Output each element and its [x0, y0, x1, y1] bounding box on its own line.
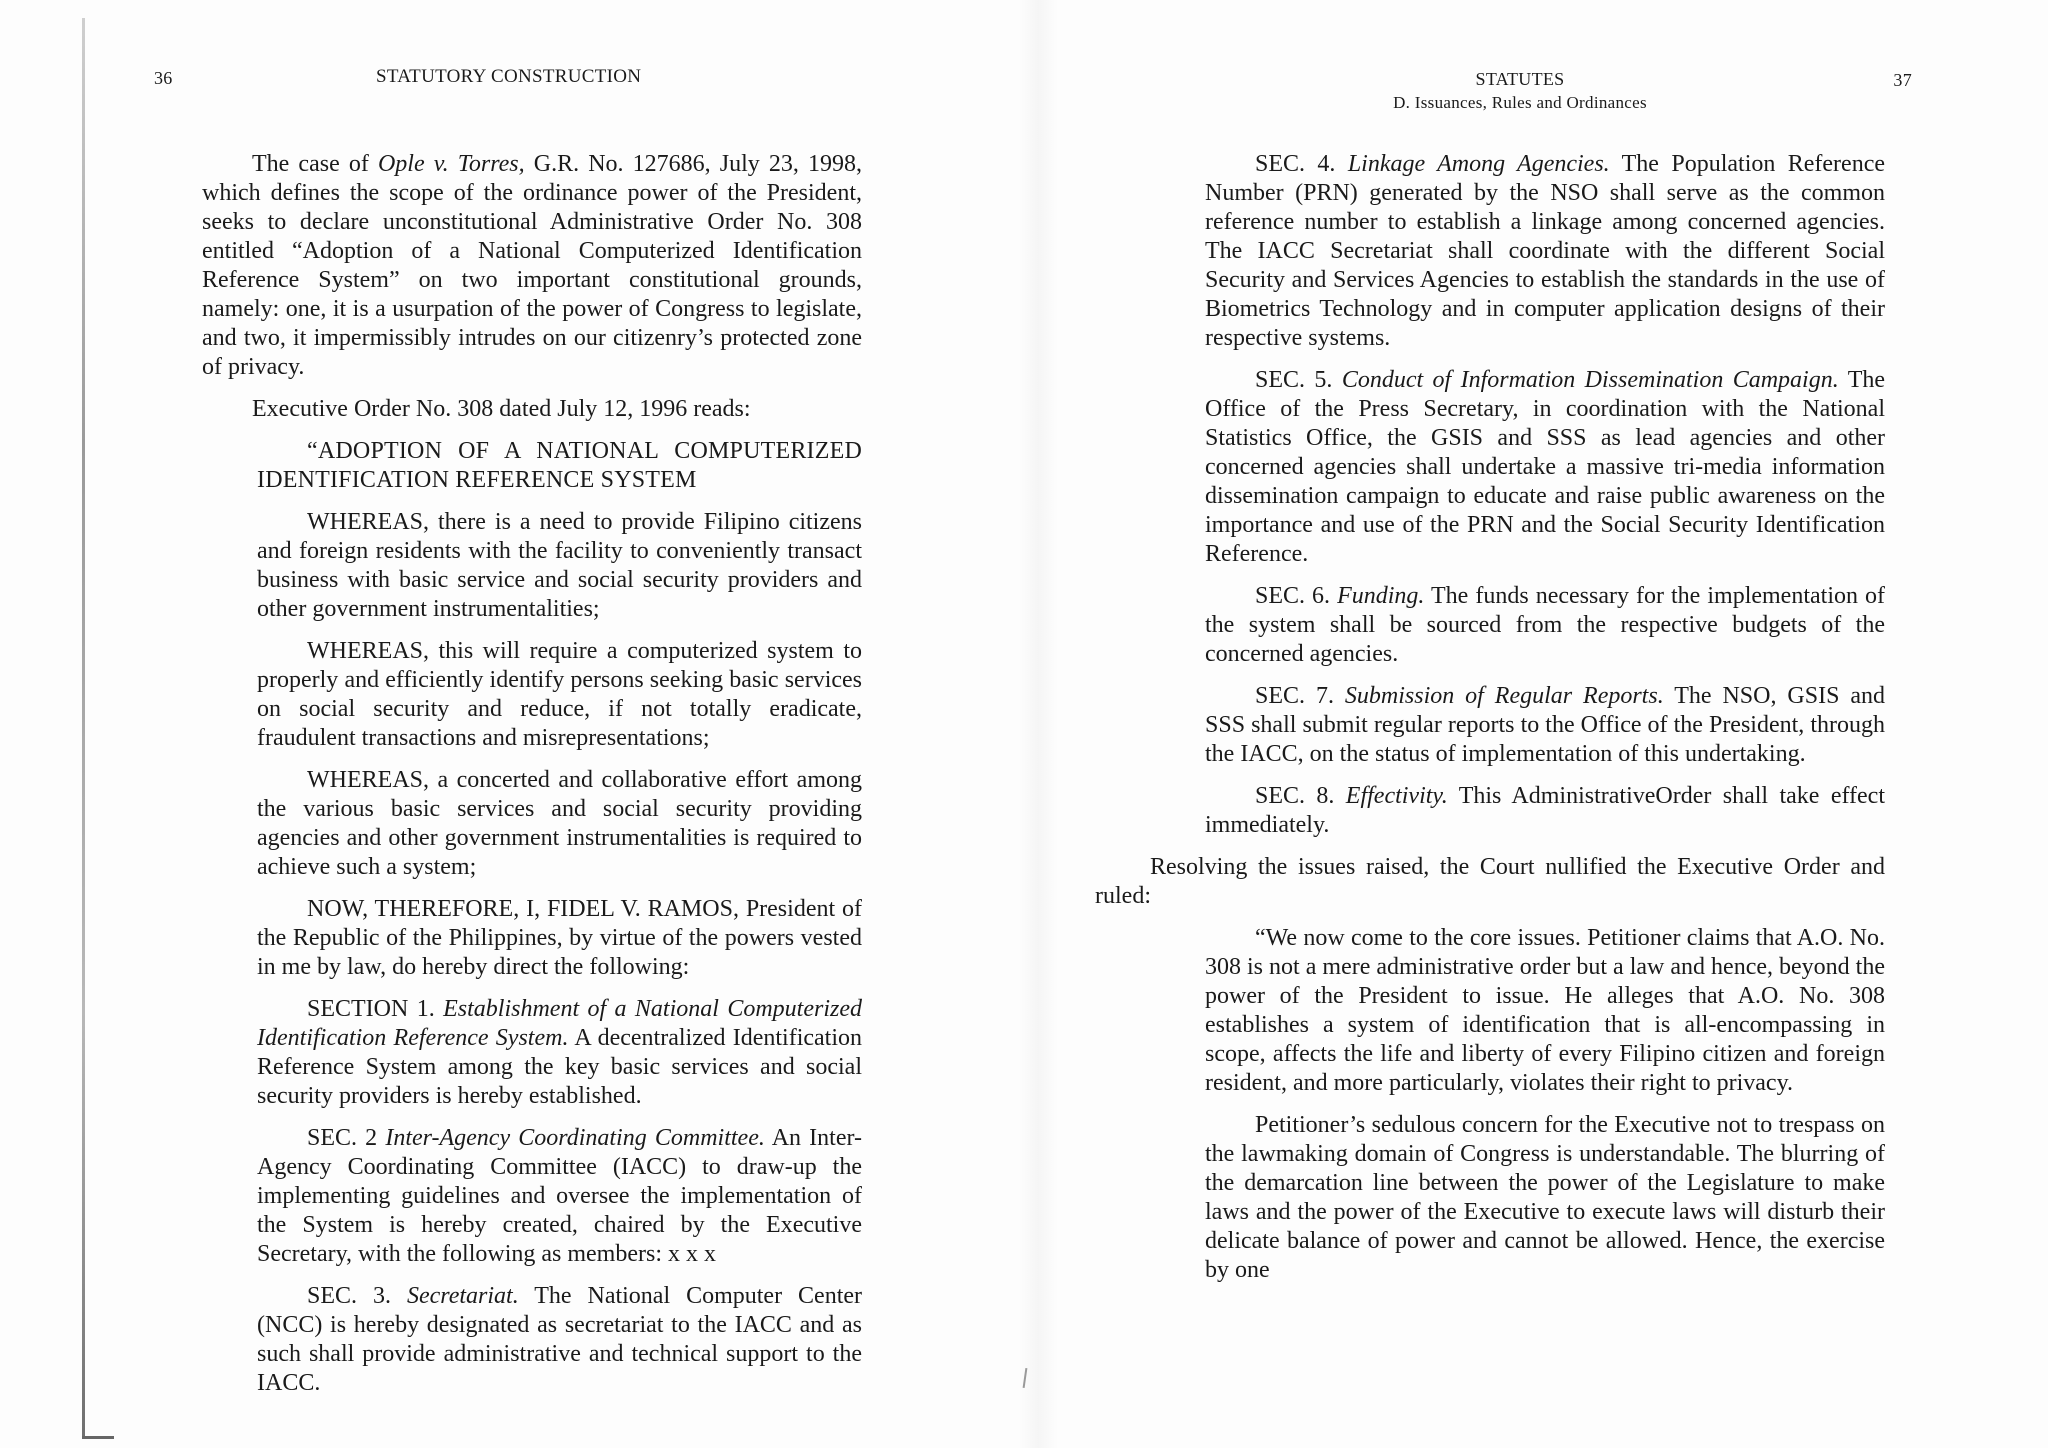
left-body-text: [202, 150, 862, 1411]
running-subtitle: D. Issuances, Rules and Ordinances: [1393, 93, 1647, 112]
resolving-paragraph: Resolving the issues raised, the Court nullified the Executive Order and ruled:: [1095, 854, 1885, 909]
order-title: “ADOPTION OF A NATIONAL COMPUTERIZED IDENTIFICATION REFERENCE SYSTEM: [257, 438, 862, 493]
section-5: SEC. 5. Conduct of Information Dissemination Campaign. The Office of the Press Secretary, in coordination with the National Statistics Office, the GSIS and SSS as lead agencies and other concerned agencies shall undertake a massive tri-media information dissemination campaign to educate and raise public awareness on the importance and use of the PRN and the Social Security Identification Reference.: [1205, 367, 1886, 567]
case-name: Ople v. Torres,: [377, 151, 525, 177]
section-8: SEC. 8. Effectivity. This AdministrativeOrder shall take effect immediately.: [1205, 783, 1886, 838]
right-running-head: [1150, 62, 1920, 122]
section-1: SECTION 1. Establishment of a National Computerized Identification Reference System. A decentralized Identification Reference System among the key basic services and social security providers is hereby established.: [257, 996, 863, 1109]
whereas-clause-3: WHEREAS, a concerted and collaborative effort among the various basic services and social security providing agencies and other government instrumentalities is required to achieve such a system;: [257, 767, 862, 880]
court-quote-2: Petitioner’s sedulous concern for the Executive not to trespass on the lawmaking domain of Congress is understandable. The blurring of the demarcation line between the power of the Legislature to make laws and the power of the Executive to execute laws will disturb their delicate balance of power and cannot be allowed. Hence, the exercise by one: [1205, 1112, 1885, 1283]
section-3: SEC. 3. Secretariat. The National Computer Center (NCC) is hereby designated as secretariat to the IACC and as such shall provide administrative and technical support to the IACC.: [257, 1283, 863, 1396]
running-title: STATUTORY CONSTRUCTION: [376, 66, 642, 87]
left-running-head: [140, 62, 900, 122]
order-intro-paragraph: Executive Order No. 308 dated July 12, 1996 reads:: [252, 396, 751, 422]
court-quote-1: “We now come to the core issues. Petitioner claims that A.O. No. 308 is not a mere administrative order but a law and hence, beyond the power of the President to issue. He alleges that A.O. No. 308 establishes a system of identification that is all-encompassing in scope, affects the life and liberty of every Filipino citizen and foreign resident, and more particularly, violates their right to privacy.: [1205, 925, 1885, 1096]
book-gutter: [1018, 0, 1058, 1448]
binding-edge-foot: [82, 1436, 114, 1439]
right-page: [1095, 0, 1920, 1448]
right-body-text: [1095, 150, 1886, 1298]
section-2: SEC. 2 Inter-Agency Coordinating Committee. An Inter-Agency Coordinating Committee (IACC) to draw-up the implementing guidelines and oversee the implementation of the System is hereby created, chaired by the Executive Secretary, with the following as members: x x x: [257, 1125, 862, 1267]
section-6: SEC. 6. Funding. The funds necessary for the implementation of the system shall be sourced from the respective budgets of the concerned agencies.: [1205, 583, 1886, 667]
section-7: SEC. 7. Submission of Regular Reports. The NSO, GSIS and SSS shall submit regular reports to the Office of the President, through the IACC, on the status of implementation of this undertaking.: [1205, 683, 1886, 767]
left-page: [140, 0, 900, 1448]
page-number: 37: [1893, 70, 1912, 90]
running-title-block: [1150, 68, 1890, 114]
now-therefore-clause: NOW, THEREFORE, I, FIDEL V. RAMOS, President of the Republic of the Philippines, by virtue of the powers vested in me by law, do hereby direct the following:: [257, 896, 862, 980]
intro-paragraph: The case of Ople v. Torres, G.R. No. 127686, July 23, 1998, which defines the scope of the ordinance power of the President, seeks to declare unconstitutional Administrative Order No. 308 entitled “Adoption of a National Computerized Identification Reference System” on two important constitutional grounds, namely: one, it is a usurpation of the power of Congress to legislate, and two, it impermissibly intrudes on our citizenry’s protected zone of privacy.: [202, 151, 863, 380]
whereas-clause-1: WHEREAS, there is a need to provide Filipino citizens and foreign residents with the facility to conveniently transact business with basic service and social security providers and other government instrumentalities;: [257, 509, 862, 622]
section-4: SEC. 4. Linkage Among Agencies. The Population Reference Number (PRN) generated by the NSO shall serve as the common reference number to establish a linkage among concerned agencies. The IACC Secretariat shall coordinate with the different Social Security and Services Agencies to establish the standards in the use of Biometrics Technology and in computer application designs of their respective systems.: [1205, 151, 1886, 351]
whereas-clause-2: WHEREAS, this will require a computerized system to properly and efficiently identify persons seeking basic services on social security and reduce, if not totally eradicate, fraudulent transactions and misrepresentations;: [257, 638, 862, 751]
running-title: STATUTES: [1475, 69, 1565, 89]
page-number: 36: [154, 68, 173, 88]
binding-edge: [82, 18, 85, 1438]
